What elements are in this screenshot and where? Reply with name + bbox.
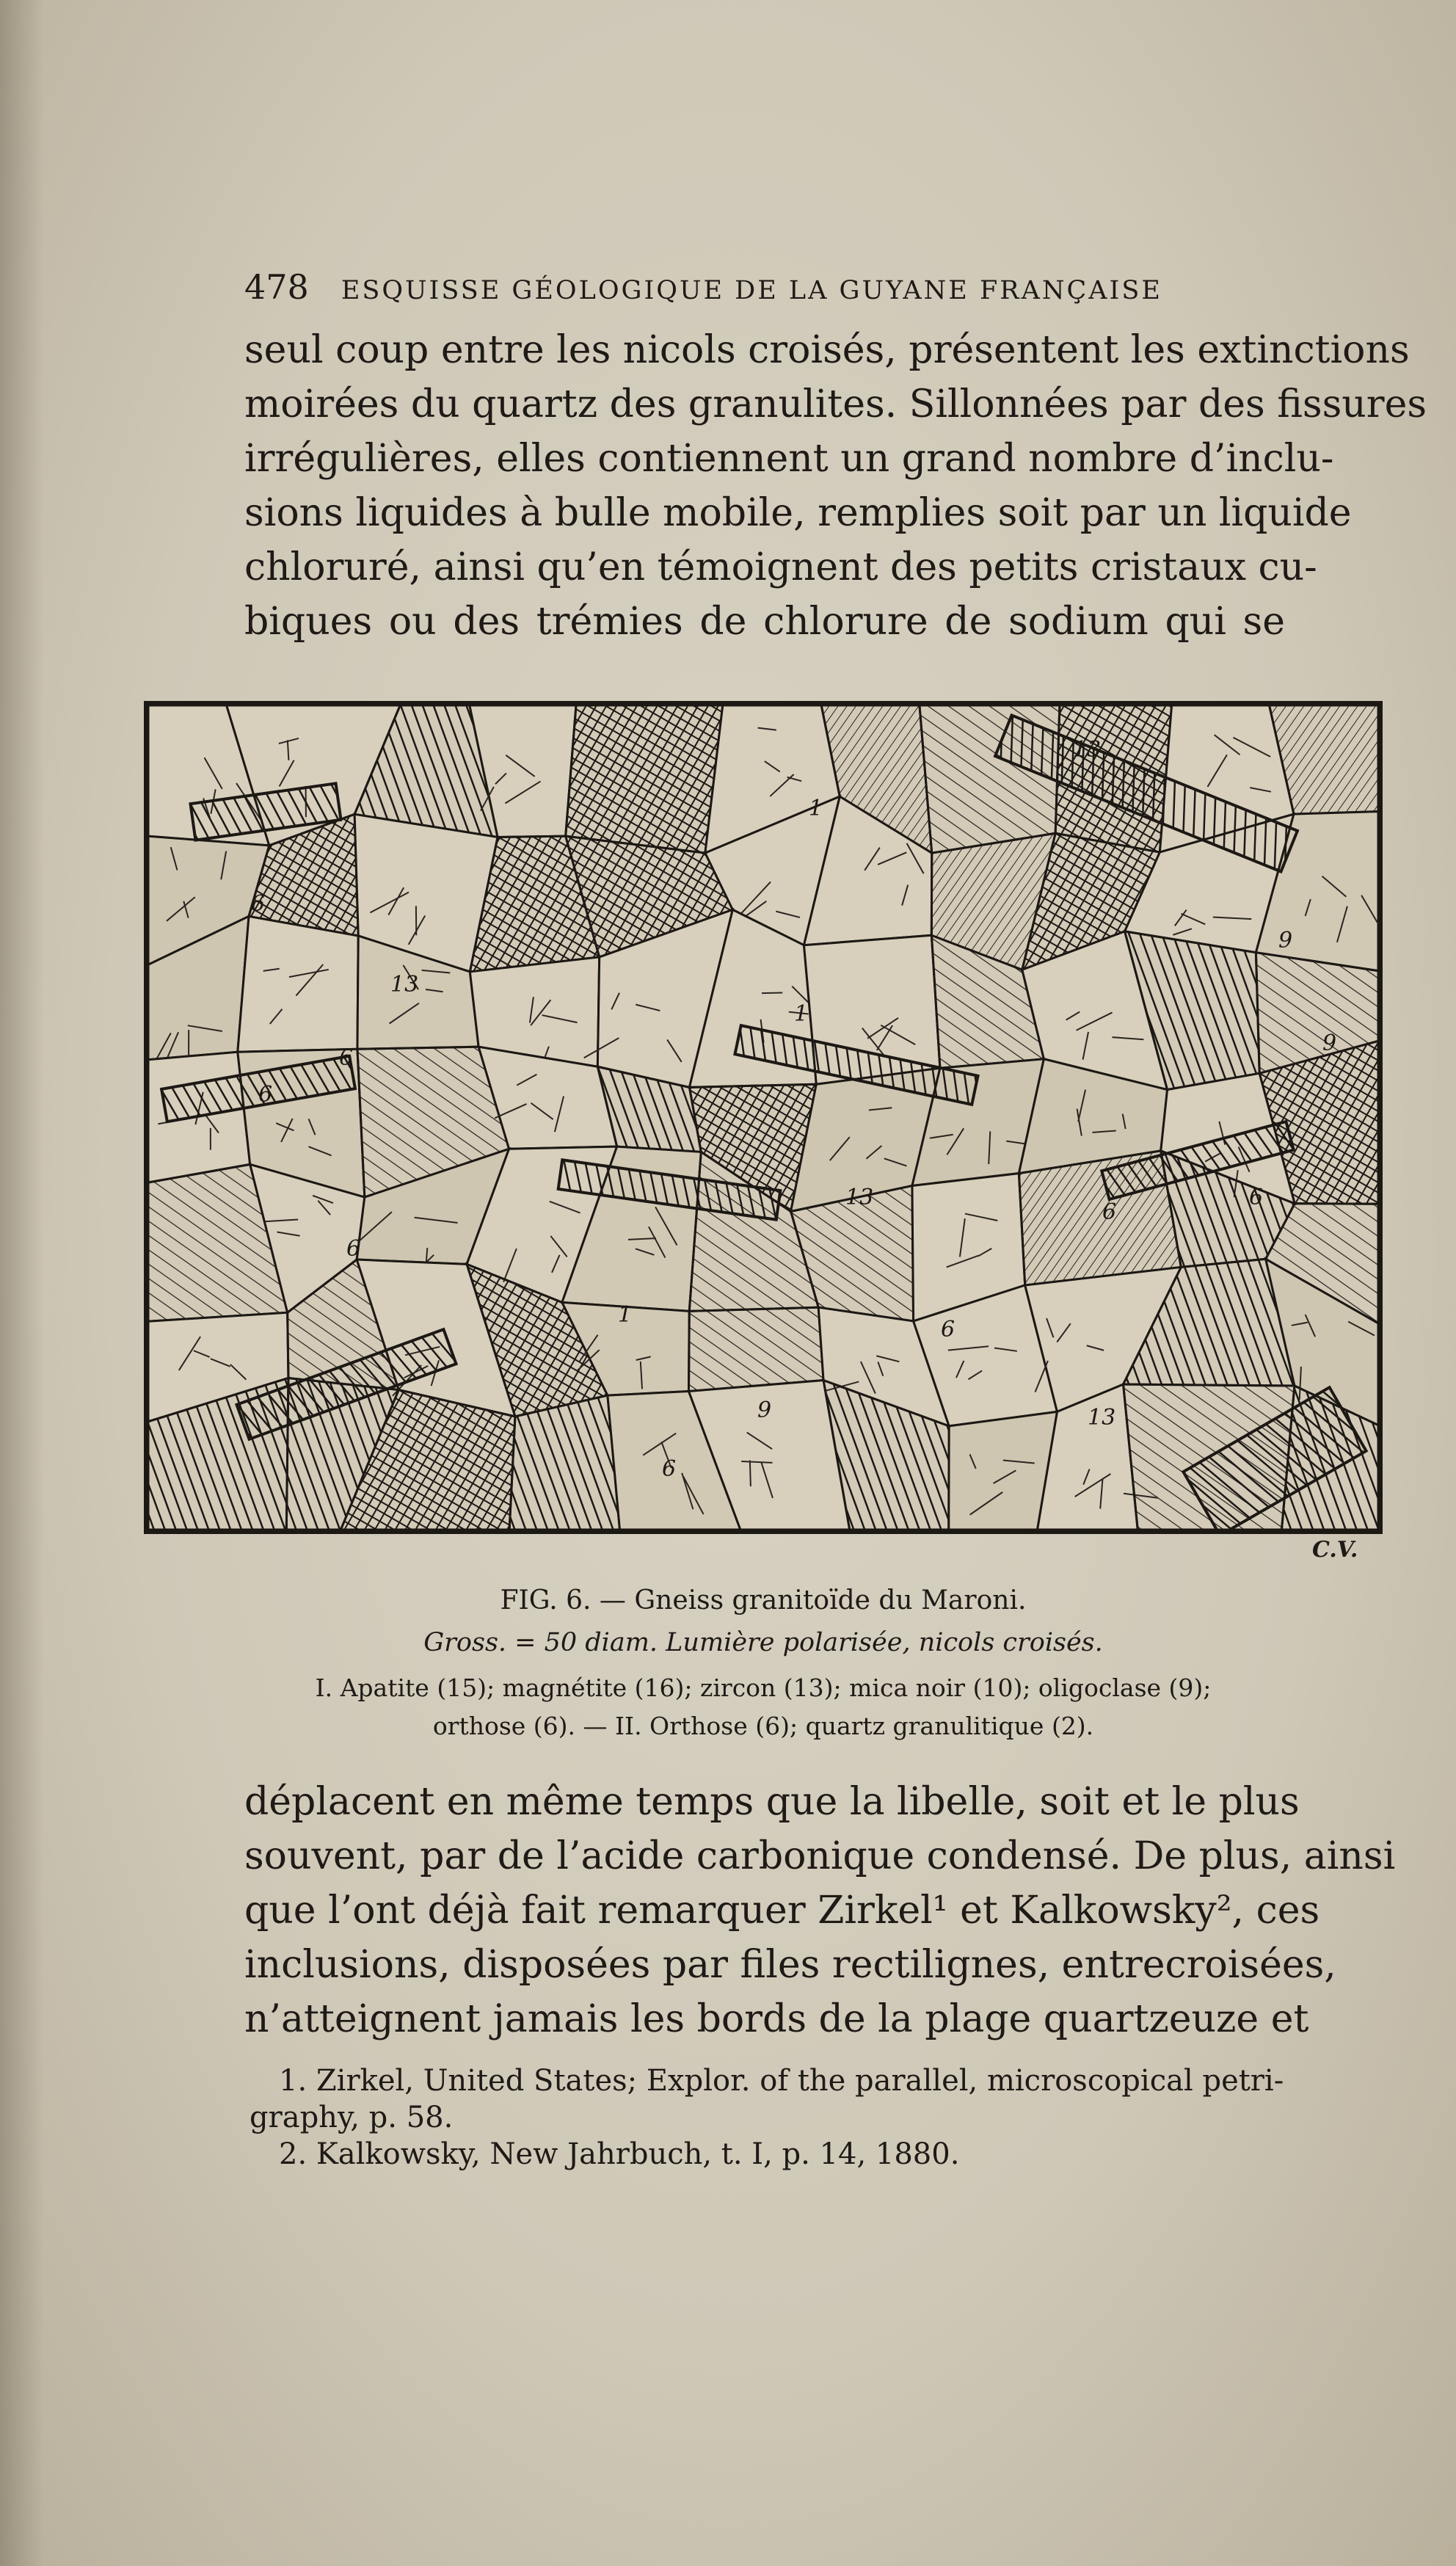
grain-label: 6 xyxy=(1102,1199,1117,1225)
grain-crack xyxy=(750,1461,751,1486)
thin-section-illustration xyxy=(144,701,1383,1534)
figure-caption-title: FIG. 6. — Gneiss granitoïde du Maroni. xyxy=(500,1585,1027,1615)
text-line: n’atteignent jamais les bords de la plage quartzeuze et xyxy=(244,1997,1309,2041)
grain-label: 6 xyxy=(339,1045,354,1071)
text-line: irrégulières, elles contiennent un grand nombre d’inclu- xyxy=(244,437,1334,481)
grain-label: 13 xyxy=(845,1185,874,1210)
grain-label: 13 xyxy=(1073,737,1102,763)
mineral-grain xyxy=(509,1395,619,1530)
grain-label: 6 xyxy=(258,1082,273,1108)
grain-label: 6 xyxy=(941,1317,956,1342)
grain-label: 1 xyxy=(809,796,823,821)
grain-label: 6 xyxy=(662,1456,677,1482)
footnote-2: 2. Kalkowsky, New Jahrbuch, t. I, p. 14, 1880. xyxy=(279,2137,960,2171)
grain-label: 6 xyxy=(1249,1185,1264,1210)
mineral-grain xyxy=(238,916,358,1052)
grain-label: 1 xyxy=(794,1001,809,1027)
text-line: biques ou des trémies de chlorure de sodium qui se xyxy=(244,600,1285,644)
text-line: déplacent en même temps que la libelle, soit et le plus xyxy=(244,1780,1300,1824)
figure-caption-magnification: Gross. = 50 diam. Lumière polarisée, nicols croisés. xyxy=(423,1628,1103,1657)
text-line: inclusions, disposées par files rectilignes, entrecroisées, xyxy=(244,1943,1336,1987)
spine-shadow xyxy=(0,0,44,2566)
figure-caption-legend: orthose (6). — II. Orthose (6); quartz granulitique (2). xyxy=(432,1712,1094,1740)
footnote-1-continued: graphy, p. 58. xyxy=(250,2101,454,2134)
illustrator-signature: C.V. xyxy=(1312,1537,1358,1563)
mineral-grain xyxy=(566,705,723,853)
grain-label: 9 xyxy=(1322,1031,1337,1056)
paragraph-top xyxy=(244,323,1427,649)
footnotes xyxy=(250,2062,1284,2173)
grain-crack xyxy=(762,992,782,993)
running-title: ESQUISSE GÉOLOGIQUE DE LA GUYANE FRANÇAISE xyxy=(341,276,1162,305)
footnote-1: 1. Zirkel, United States; Explor. of the parallel, microscopical petri- xyxy=(279,2064,1284,2098)
grain-label: 9 xyxy=(1278,928,1293,953)
text-line: moirées du quartz des granulites. Sillonnées par des fissures xyxy=(244,382,1427,426)
text-line: seul coup entre les nicols croisés, présentent les extinctions xyxy=(244,328,1410,372)
paragraph-bottom xyxy=(244,1775,1396,2046)
page-number: 478 xyxy=(244,267,309,307)
text-line: chloruré, ainsi qu’en témoignent des petits cristaux cu- xyxy=(244,545,1317,589)
mineral-grain xyxy=(688,1307,823,1391)
text-line: souvent, par de l’acide carbonique condensé. De plus, ainsi xyxy=(244,1834,1396,1878)
grain-label: 13 xyxy=(390,972,419,997)
grain-label: 9 xyxy=(757,1398,772,1423)
grain-label: 1 xyxy=(618,1302,633,1328)
grain-label: 6 xyxy=(346,1236,361,1262)
rock-texture-drawing xyxy=(148,705,1378,1530)
figure-caption-legend: I. Apatite (15); magnétite (16); zircon (13); mica noir (10); oligoclase (9); xyxy=(315,1673,1212,1702)
grain-label: 6 xyxy=(251,891,266,917)
running-head xyxy=(244,267,1272,311)
text-line: que l’ont déjà fait remarquer Zirkel¹ et Kalkowsky², ces xyxy=(244,1889,1320,1933)
grain-label: 13 xyxy=(1088,1405,1116,1431)
text-line: sions liquides à bulle mobile, remplies soit par un liquide xyxy=(244,491,1352,535)
